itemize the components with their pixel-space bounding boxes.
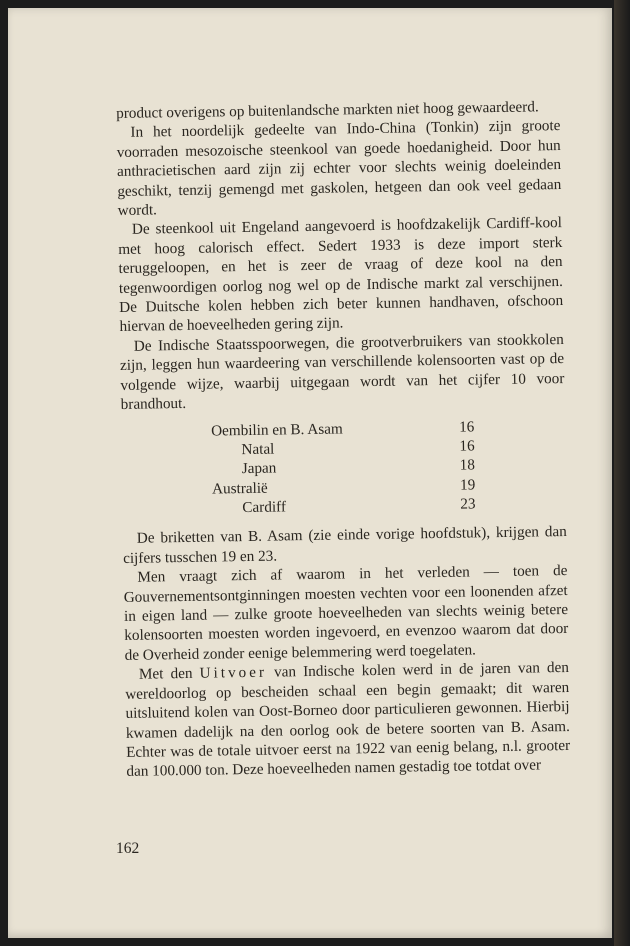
spaced-heading-word: Uitvoer	[199, 663, 268, 683]
coal-value: 23	[460, 495, 476, 513]
paragraph-7-rest: van Indische kolen werd in de jaren van den wereldoorlog op bescheiden schaal een begin gemaakt; dit waren uitsluitend kolen van Oost-Borneo door particulieren gewonnen. Hierbij kwamen dadelijk na den oorlog ook de betere soorten van B. Asam. Echter was de totale uitvoer eerst na 1922 van eenig belang, n.l. grooter dan 100.000 ton. Deze hoeveelheden namen gestadig toe totdat over	[125, 659, 571, 781]
page-number: 162	[116, 840, 140, 857]
book-page	[8, 8, 612, 938]
paragraph-6: Men vraagt zich af waarom in het verleden — toen de Gouvernementsontginningen moesten vechten voor een loonenden afzet in eigen land — zulke groote hoeveelheden van slechts weinig betere kolensoorten moesten worden ingevoerd, en evenzoo waarom dat door de Overheid zonder eenige belemmering werd toegelaten.	[123, 562, 569, 664]
paragraph-1: product overigens op buitenlandsche markten niet hoog gewaardeerd.	[116, 98, 539, 122]
paragraph-2: In het noordelijk gedeelte van Indo-China (Tonkin) zijn groote voorraden mesozoische steenkool van goede hoedanigheid. Door hun anthracietischen aard zijn zij echter voor slechts weinig doeleinden geschikt, tenzij gemengd met gaskolen, hetgeen dan ook veel gedaan wordt.	[116, 117, 562, 220]
book-spine-edge	[614, 0, 630, 946]
paragraph-7-start: Met den	[138, 665, 200, 684]
coal-value: 18	[459, 456, 476, 474]
coal-value: 16	[458, 417, 475, 436]
paragraph-4: De Indische Staatsspoorwegen, die grootverbruikers van stookkolen zijn, leggen hun waardeering van verschillende kolensoorten vast op de volgende wijze, waarbij uitgegaan wordt van het cijfer 10 voor brandhout.	[119, 330, 565, 414]
body-text	[116, 97, 571, 782]
paragraph-3: De steenkool uit Engeland aangevoerd is hoofdzakelijk Cardiff-kool met hoog calorisch effect. Sedert 1933 is deze import sterk teruggeloopen, en het is zeer de vraag of deze kool na den tegenwoordigen oorlog nog wel op de Indische markt zal verschijnen. De Duitsche kolen hebben zich beter kunnen handhaven, ofschoon hiervan de hoeveelheden gering zijn.	[118, 214, 564, 336]
paragraph-5: De briketten van B. Asam (zie einde vorige hoofdstuk), krijgen dan cijfers tusschen 19 en 23.	[123, 523, 567, 567]
coal-value: 19	[459, 476, 476, 494]
coal-rating-table	[121, 415, 566, 519]
coal-name: Cardiff	[242, 498, 287, 517]
coal-name: Oembilin en B. Asam	[211, 419, 343, 440]
coal-name: Natal	[241, 440, 275, 458]
coal-value: 16	[459, 437, 475, 455]
paragraph-7	[125, 658, 571, 781]
coal-name: Australië	[211, 479, 268, 498]
coal-name: Japan	[241, 459, 277, 478]
